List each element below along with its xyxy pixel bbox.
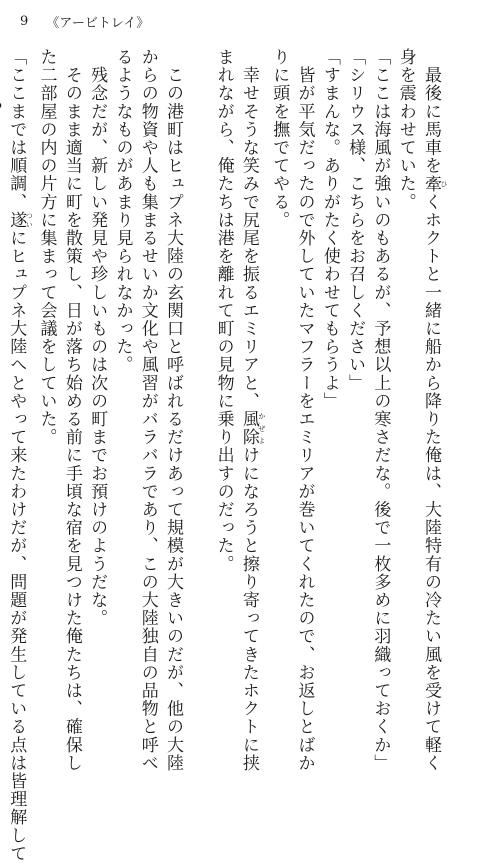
text-line-9: まれながら、俺たちは港を離れて町の見物に乗り出すのだった。 [213,48,234,573]
text-line-6: 皆が平気だったので外していたマフラーをエミリアが巻いてくれたので、お返しとばか [294,48,315,772]
text-line-13: るようなものがあまり見られなかった。 [112,48,133,374]
text-line-12: からの物資や人も集まるせいか文化や風習がバラバラであり、この大陸独自の品物と呼べ [137,48,158,772]
text-line-7: りに頭を撫でてやる。 [269,48,290,229]
text-line-11: この港町はヒュプネ大陸の玄関口と呼ばれるだけあって規模が大きいのだが、他の大陸 [163,48,184,772]
section-break [185,48,210,668]
text-line-17: 「ここまでは順調、遂 ついにヒュプネ大陸へとやって来たわけだが、問題が発生している点は皆理解して [6,48,34,863]
vertical-body-text [6,48,448,863]
chapter-title: 《アービトレイ》 [46,15,150,31]
text-line-16: た二部屋の内の片方に集まって会議をしていた。 [36,48,57,447]
text-line-2: 身を震わせていた。 [395,48,416,211]
text-line-1: 最後に馬車を牽 ひくホクトと一緒に船から降りた俺は、大陸特有の冷たい風を受けて軽く [421,48,448,773]
page-number: 9 [20,13,29,29]
text-line-5: 「すまんな。ありがたく使わせてもらうよ」 [319,48,340,410]
text-line-14: 残念だが、新しい発見や珍しいものは次の町までお預けのようだな。 [87,48,108,628]
ruby-hiku: 牽 ひ [421,174,448,193]
ruby-tsui: 遂 つい [6,210,34,230]
text-line-4: 「シリウス様、こちらをお召しください」 [345,48,366,392]
ruby-kazeyoke: 風除 かぜよ [238,410,266,447]
text-line-3: 「ここは海風が強いのもあるが、予想以上の寒さだな。後で一枚多めに羽織っておくか」 [370,48,391,772]
text-line-15: そのまま適当に町を散策し、日が落ち始める前に手頃な宿を見つけた俺たちは、確保し [61,48,82,772]
running-header [20,10,210,32]
text-line-8: 幸せそうな笑みで尻尾を振るエミリアと、風除 かぜよけになろうと擦り寄ってきたホクトに挟 [238,48,266,773]
